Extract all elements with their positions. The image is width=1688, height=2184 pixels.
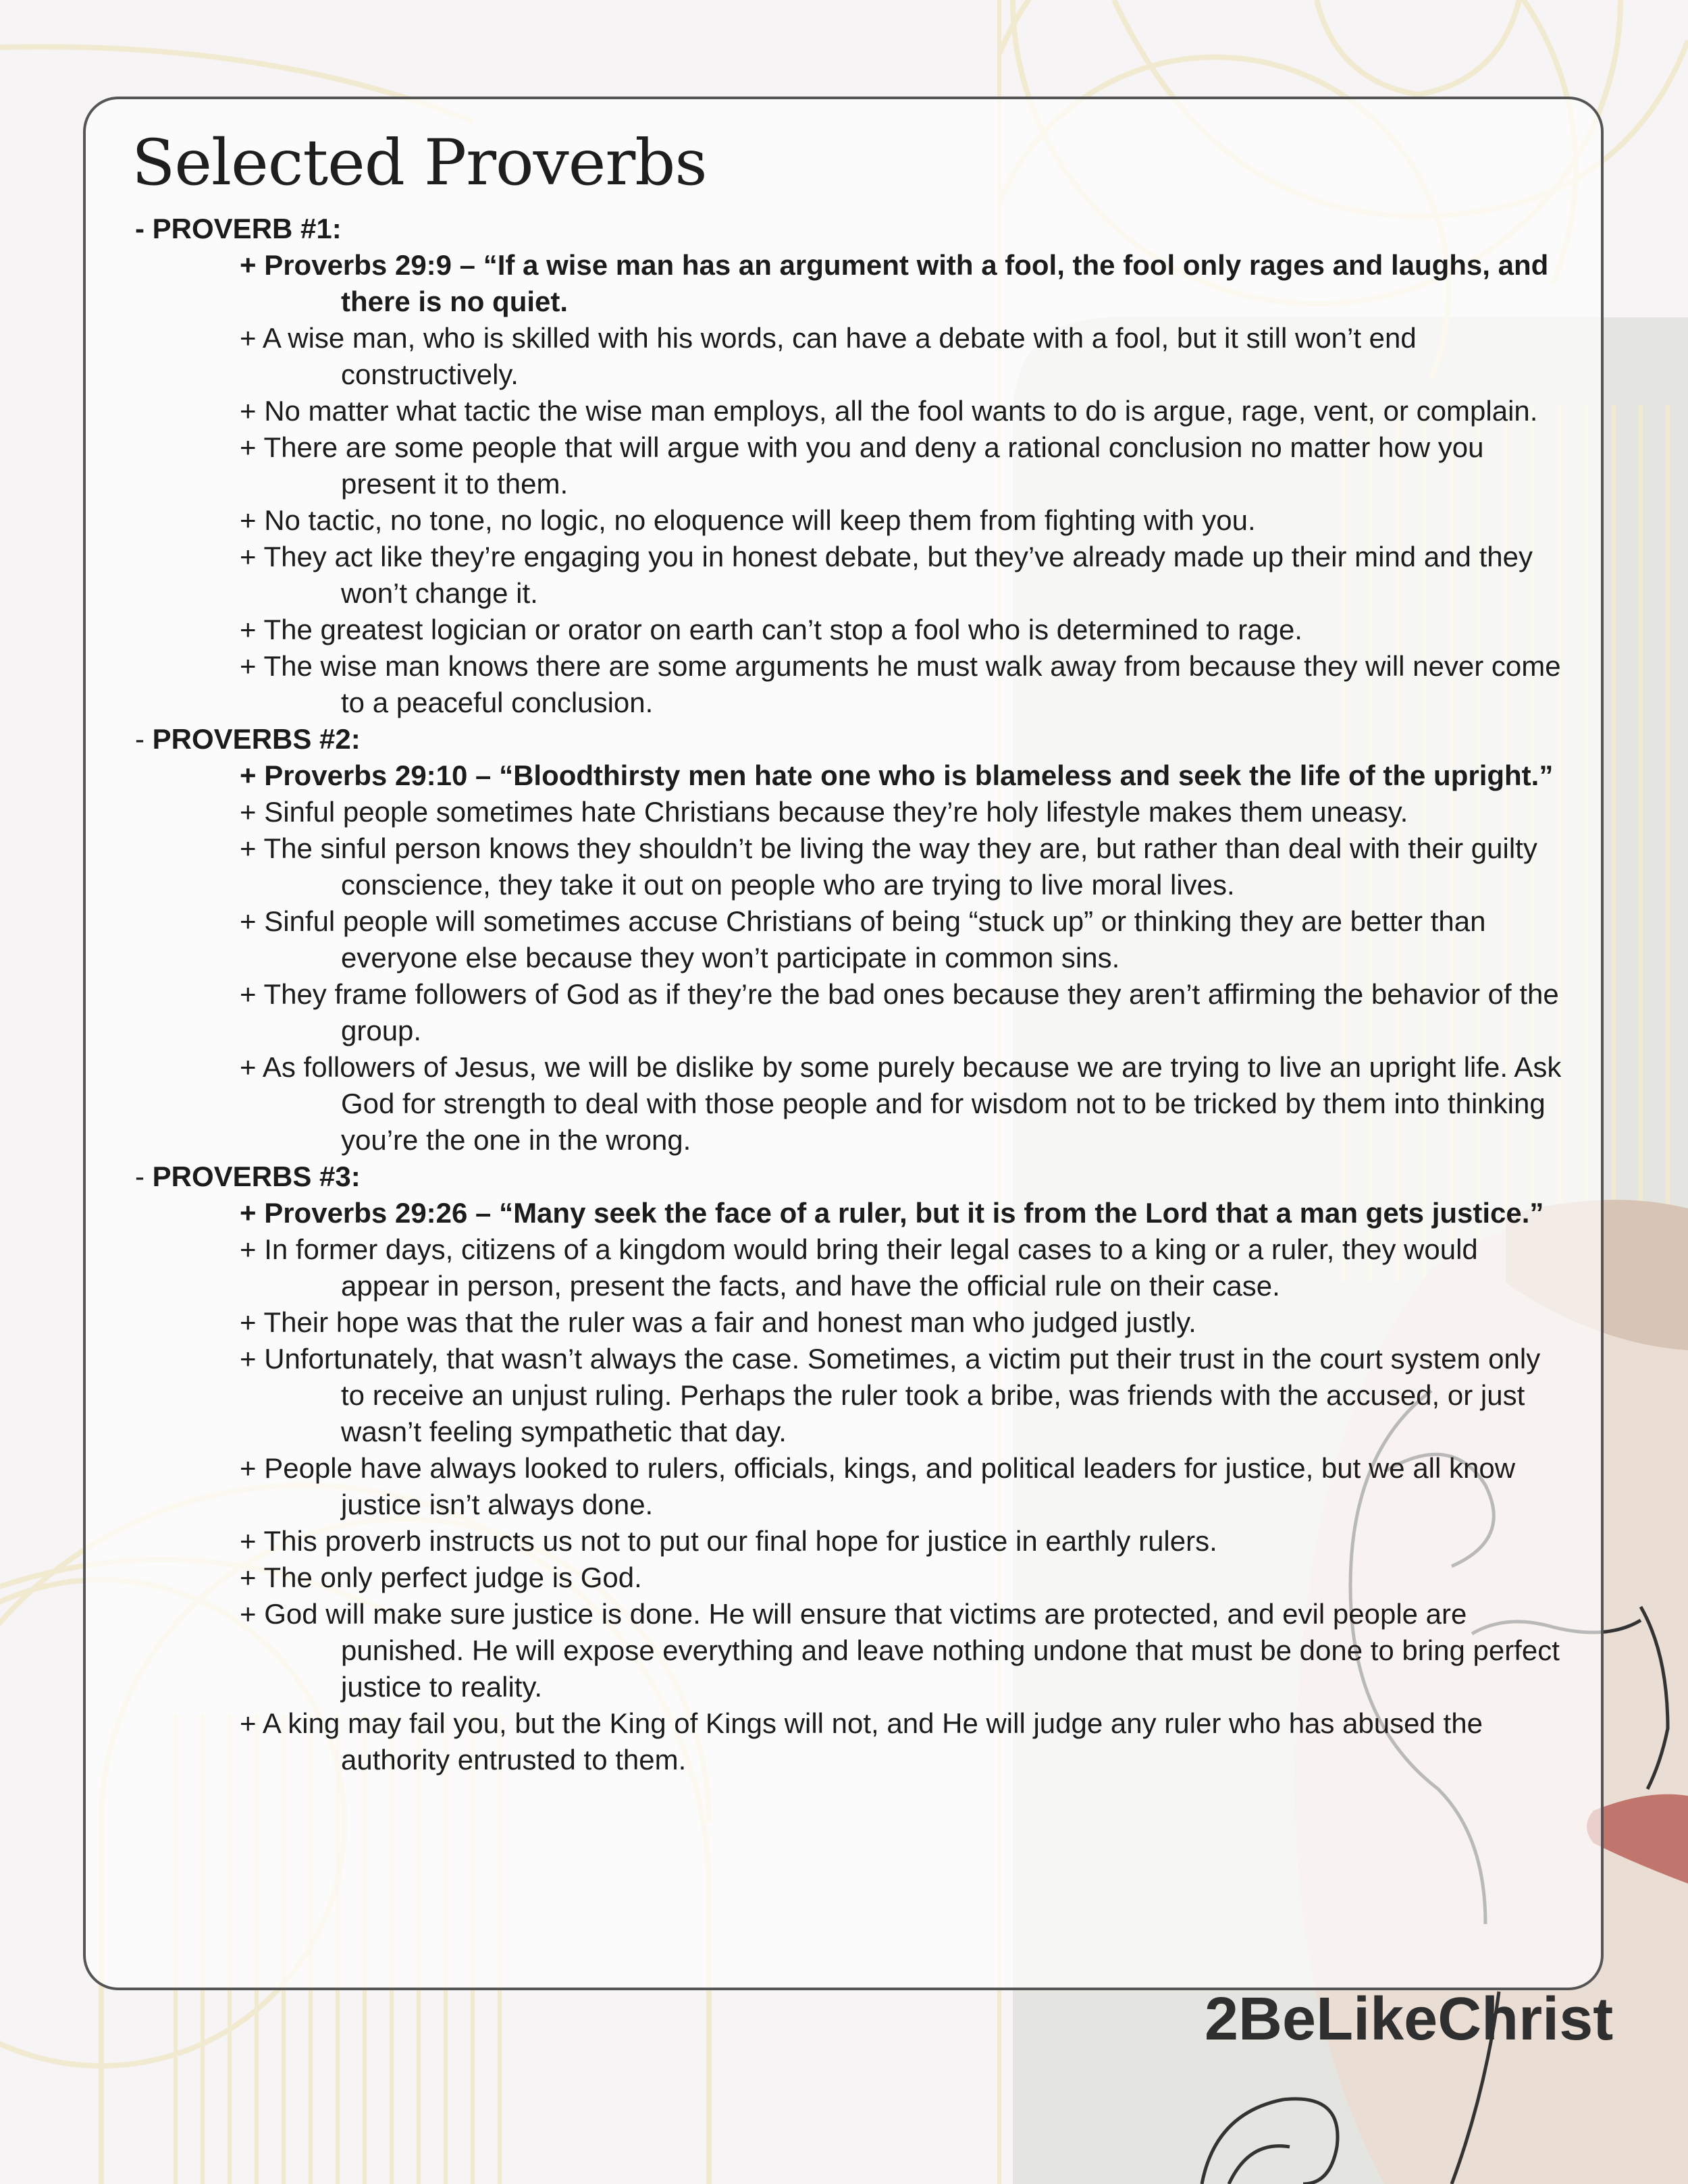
list-item: + The only perfect judge is God. (240, 1562, 642, 1593)
section-label: PROVERBS #2: (152, 723, 361, 755)
list-item: + Sinful people sometimes hate Christians because they’re holy lifestyle makes them uneasy. (240, 796, 1408, 828)
page-title: Selected Proverbs (132, 126, 707, 200)
section-label: PROVERBS #3: (152, 1161, 361, 1192)
list-item: + The sinful person knows they shouldn’t be living the way they are, but rather than deal with their guilty conscience, they take it out on people who are trying to live moral lives. (240, 832, 1537, 901)
proverb-quote: + Proverbs 29:26 – “Many seek the face of a ruler, but it is from the Lord that a man gets justice.” (240, 1197, 1544, 1229)
list-item: + God will make sure justice is done. He will ensure that victims are protected, and evil people are punished. He will expose everything and leave nothing undone that must be done to bring perfect justice to reality. (240, 1598, 1560, 1703)
list-item: + A king may fail you, but the King of Kings will not, and He will judge any ruler who has abused the authority entrusted to them. (240, 1707, 1483, 1776)
list-item: + No tactic, no tone, no logic, no eloquence will keep them from fighting with you. (240, 504, 1256, 536)
section-heading-proverbs-2 (135, 721, 1566, 757)
section-heading-proverb-1 (135, 211, 1566, 247)
list-item: + Their hope was that the ruler was a fair and honest man who judged justly. (240, 1306, 1196, 1338)
section-dash: - (135, 1161, 153, 1192)
list-item: + They frame followers of God as if they’re the bad ones because they aren’t affirming the behavior of the group. (240, 978, 1559, 1046)
proverb-quote: + Proverbs 29:9 – “If a wise man has an argument with a fool, the fool only rages and laughs, and there is no quiet. (240, 249, 1549, 317)
list-item: + In former days, citizens of a kingdom would bring their legal cases to a king or a ruler, they would appear in person, present the facts, and have the official rule on their case. (240, 1233, 1478, 1302)
list-item: + The greatest logician or orator on earth can’t stop a fool who is determined to rage. (240, 614, 1302, 645)
list-item: + There are some people that will argue with you and deny a rational conclusion no matter how you present it to them. (240, 431, 1484, 500)
section-label: - PROVERB #1: (135, 213, 342, 244)
list-item: + No matter what tactic the wise man employs, all the fool wants to do is argue, rage, vent, or complain. (240, 395, 1538, 427)
list-item: + Unfortunately, that wasn’t always the case. Sometimes, a victim put their trust in the court system only to receive an unjust ruling. Perhaps the ruler took a bribe, was friends with the accused, or just wasn’t feeling sympathetic that day. (240, 1343, 1541, 1447)
list-item: + The wise man knows there are some arguments he must walk away from because they will never come to a peaceful conclusion. (240, 650, 1561, 718)
section-heading-proverbs-3 (135, 1158, 1566, 1195)
list-item: + People have always looked to rulers, officials, kings, and political leaders for justice, but we all know justice isn’t always done. (240, 1452, 1516, 1520)
sermon-notes (135, 211, 1566, 1778)
list-item: + They act like they’re engaging you in honest debate, but they’ve already made up their mind and they won’t change it. (240, 541, 1533, 609)
list-item: + As followers of Jesus, we will be dislike by some purely because we are trying to live an upright life. Ask God for strength to deal with those people and for wisdom not to be tricked by them into thinking you’re the one in the wrong. (240, 1051, 1562, 1156)
list-item: + This proverb instructs us not to put our final hope for justice in earthly rulers. (240, 1525, 1217, 1557)
list-item: + A wise man, who is skilled with his words, can have a debate with a fool, but it still won’t end constructively. (240, 322, 1417, 390)
proverb-quote: + Proverbs 29:10 – “Bloodthirsty men hate one who is blameless and seek the life of the upright.” (240, 760, 1554, 791)
section-dash: - (135, 723, 153, 755)
list-item: + Sinful people will sometimes accuse Christians of being “stuck up” or thinking they are better than everyone else because they won’t participate in common sins. (240, 905, 1486, 974)
brand-logo: 2BeLikeChrist (1205, 1986, 1614, 2053)
